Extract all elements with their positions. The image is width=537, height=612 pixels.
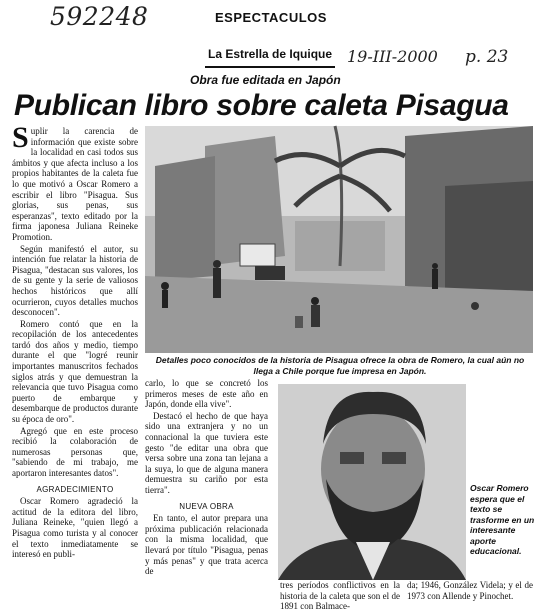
article-paragraph: Según manifestó el autor, su intención fue relatar la historia de Pisagua, "destacan sus valores, los de su gente y la serie de valiosos hechos históricos que allí ocurrieron, cuyos detalles muchos desconocen". bbox=[12, 243, 138, 318]
article-paragraph: da; 1946, González Videla; y el de 1973 con Allende y Pinochet. bbox=[407, 580, 533, 601]
masthead-rule bbox=[205, 66, 335, 68]
article-paragraph: tres períodos conflictivos en la historia de la caleta que son el de 1891 con Balmace- bbox=[280, 580, 400, 612]
photo-caption-author: Oscar Romero espera que el texto se trasforme en un interesante aporte educacional. bbox=[470, 483, 535, 556]
article-headline: Publican libro sobre caleta Pisagua bbox=[14, 89, 509, 122]
article-paragraph: En tanto, el autor prepara una próxima publicación relacionada con la misma localidad, que llevará por título "Pisagua, penas y más penas" y que trata acerca de bbox=[145, 513, 268, 577]
article-column-1 bbox=[12, 121, 138, 600]
article-paragraph: Agregó que en este proceso recibió la colaboración de numerosas personas que, "sabiendo de mi trabajo, me aportaron interesantes datos". bbox=[12, 425, 138, 478]
article-paragraph: Romero contó que en la recopilación de los antecedentes tardó dos años y medio, tiempo durante el que "logré reunir importantes manuscritos fechados siglos atrás y que demuestran la relevancia que tuvo Pisagua como puerto de embarque y desembarque de productos durante su época de oro". bbox=[12, 318, 138, 425]
article-paragraph: Suplir la carencia de información que existe sobre la localidad en casi todos sus ámbitos y que afecta incluso a los propios habitantes de la caleta fue lo que motivó a Oscar Romero a escribir el libro "Pisagua. Sus glorias, sus penas, sus esperanzas", texto editado por la firma japonesa Juliana Reineke Promotion. bbox=[12, 121, 138, 242]
handwritten-archive-code: 592248 bbox=[50, 2, 149, 31]
street-scene-photo bbox=[145, 126, 533, 353]
article-paragraph: Destacó el hecho de que haya sido una extranjera y no un connacional la que tuviera este gesto "de editar una obra que versa sobre una zona tan lejana a la suya, lo que de alguna manera demuestra su cariño por esta tierra". bbox=[145, 410, 268, 495]
subheading-agradecimiento: AGRADECIMIENTO bbox=[36, 484, 114, 494]
drop-cap: S bbox=[12, 121, 29, 154]
newspaper-name: La Estrella de Iquique bbox=[208, 47, 333, 61]
article-column-2 bbox=[145, 378, 268, 600]
subheading-nueva-obra: NUEVA OBRA bbox=[179, 501, 234, 511]
photo-caption-street: Detalles poco conocidos de la historia de Pisagua ofrece la obra de Romero, la cual aún no llega a Chile porque fue impresa en Japón. bbox=[155, 355, 525, 376]
handwritten-page-number: p. 23 bbox=[465, 47, 509, 67]
author-portrait-photo bbox=[278, 384, 466, 580]
article-kicker: Obra fue editada en Japón bbox=[190, 73, 341, 87]
article-column-3 bbox=[280, 580, 400, 612]
article-column-4 bbox=[407, 580, 533, 600]
article-paragraph: Oscar Romero agradeció la actitud de la editora del libro, Juliana Reineke, "quien llegó a Pisagua como turista y al conocer el texto inmediatamente se interesó en publi- bbox=[12, 496, 138, 560]
handwritten-date: 19-III-2000 bbox=[347, 47, 438, 66]
article-paragraph: carlo, lo que se concretó los primeros meses de este año en Japón, donde ella vive". bbox=[145, 378, 268, 410]
section-label: ESPECTACULOS bbox=[215, 10, 327, 25]
